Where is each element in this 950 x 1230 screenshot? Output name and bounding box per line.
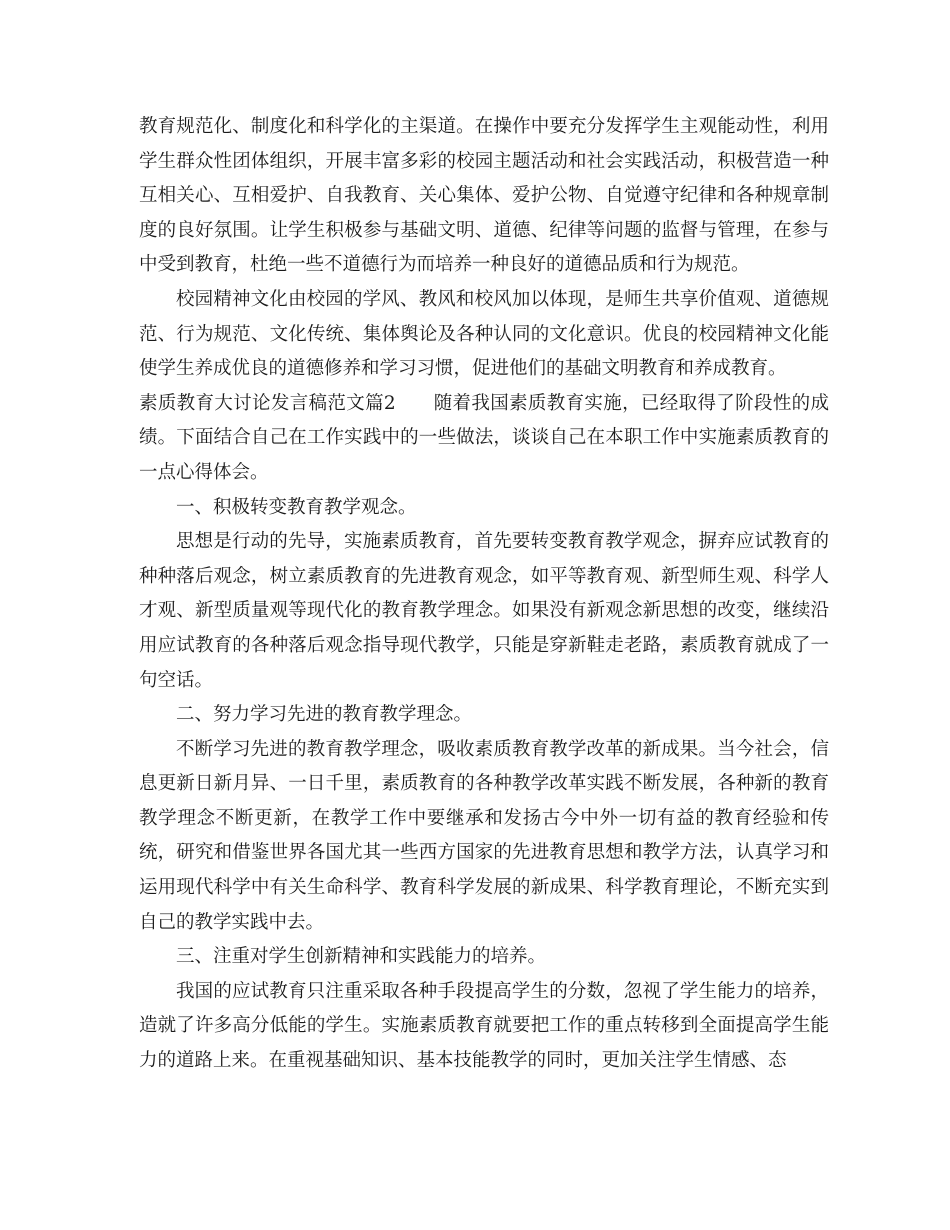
paragraph: 校园精神文化由校园的学风、教风和校风加以体现，是师生共享价值观、道德规范、行为规范、文化传统、集体舆论及各种认同的文化意识。优良的校园精神文化能使学生养成优良的道德修养和学习习惯，促进他们的基础文明教育和养成教育。	[139, 288, 829, 380]
section-heading-paragraph: 素质教育大讨论发言稿范文篇2 随着我国素质教育实施，已经取得了阶段性的成绩。下面结合自己在工作实践中的一些做法，谈谈自己在本职工作中实施素质教育的一点心得体会。	[139, 392, 829, 483]
paragraph: 我国的应试教育只注重采取各种手段提高学生的分数，忽视了学生能力的培养，造就了许多高分低能的学生。实施素质教育就要把工作的重点转移到全面提高学生能力的道路上来。在重视基础知识、基本技能教学的同时，更加关注学生情感、态	[139, 980, 829, 1072]
paragraph: 思想是行动的先导，实施素质教育，首先要转变教育教学观念，摒弃应试教育的种种落后观念，树立素质教育的先进教育观念，如平等教育观、新型师生观、科学人才观、新型质量观等现代化的教育教学理念。如果没有新观念新思想的改变，继续沿用应试教育的各种落后观念指导现代教学，只能是穿新鞋走老路，素质教育就成了一句空话。	[139, 531, 829, 691]
paragraph: 教育规范化、制度化和科学化的主渠道。在操作中要充分发挥学生主观能动性，利用学生群众性团体组织，开展丰富多彩的校园主题活动和社会实践活动，积极营造一种互相关心、互相爱护、自我教育、关心集体、爱护公物、自觉遵守纪律和各种规章制度的良好氛围。让学生积极参与基础文明、道德、纪律等问题的监督与管理，在参与中受到教育，杜绝一些不道德行为而培养一种良好的道德品质和行为规范。	[139, 116, 829, 276]
paragraph: 不断学习先进的教育教学理念，吸收素质教育教学改革的新成果。当今社会，信息更新日新月异、一日千里，素质教育的各种教学改革实践不断发展，各种新的教育教学理念不断更新，在教学工作中要继承和发扬古今中外一切有益的教育经验和传统，研究和借鉴世界各国尤其一些西方国家的先进教育思想和教学方法，认真学习和运用现代科学中有关生命科学、教育科学发展的新成果、科学教育理论，不断充实到自己的教学实践中去。	[139, 738, 829, 933]
section-heading: 一、积极转变教育教学观念。	[176, 496, 417, 518]
document-body	[139, 110, 829, 1079]
section-heading: 二、努力学习先进的教育教学理念。	[176, 704, 473, 726]
section-heading: 三、注重对学生创新精神和实践能力的培养。	[176, 946, 547, 968]
